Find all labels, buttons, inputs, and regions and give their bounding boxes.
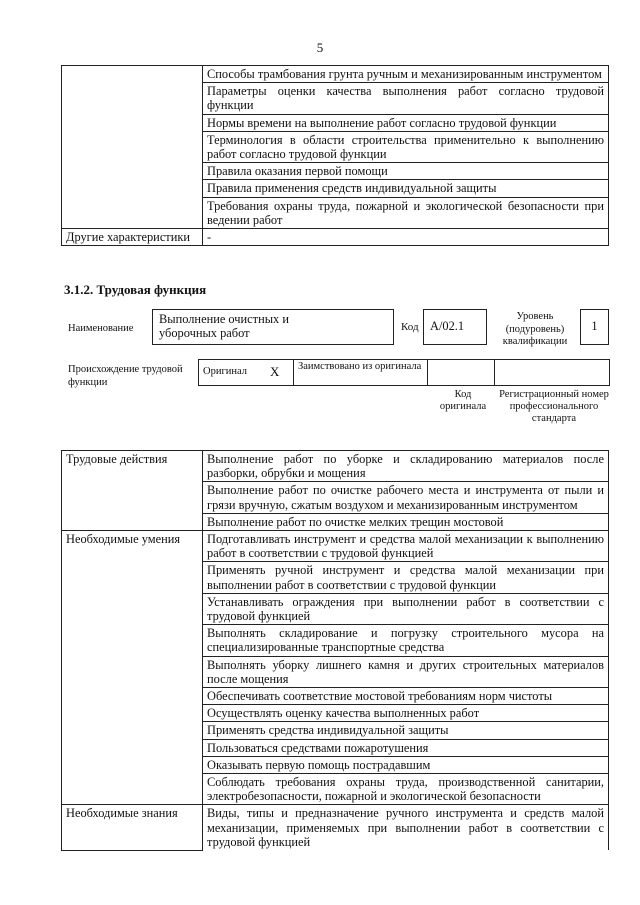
- knowledge-label-cell: [62, 66, 203, 229]
- original-label: Оригинал: [199, 360, 257, 386]
- skill-item: Применять ручной инструмент и средства малой механизации при выполнении работ в соответствии с трудовой функции: [203, 562, 609, 593]
- level-label: Уровень (подуровень) квалификации: [502, 311, 568, 347]
- skill-item: Осуществлять оценку качества выполненных работ: [203, 705, 609, 722]
- name-value: Выполнение очистных и уборочных работ: [159, 312, 289, 340]
- labor-actions-label: Трудовые действия: [62, 451, 203, 531]
- labor-action-item: Выполнение работ по очистке рабочего места и инструмента от пыли и грязи вручную, сжатым воздухом и механизированным инструментом: [203, 482, 609, 513]
- code-label: Код: [401, 321, 419, 333]
- original-mark: X: [257, 360, 294, 386]
- requirements-continuation-table: [61, 65, 609, 246]
- other-characteristics-value: -: [203, 229, 609, 246]
- reg-number-label: Регистрационный номер профессионального стандарта: [499, 389, 609, 424]
- code-original-cell: [428, 360, 495, 386]
- skill-item: Применять средства индивидуальной защиты: [203, 722, 609, 739]
- skills-label: Необходимые умения: [62, 531, 203, 805]
- skill-item: Выполнять уборку лишнего камня и других строительных материалов после мощения: [203, 656, 609, 687]
- knowledge-item: Виды, типы и предназначение ручного инструмента и средств малой механизации, применяемых при выполнении работ в соответствии с трудовой функцией: [203, 805, 609, 850]
- page-number: 5: [316, 40, 324, 55]
- knowledge-label: Необходимые знания: [62, 805, 203, 850]
- knowledge-item: Правила применения средств индивидуальной защиты: [203, 180, 609, 197]
- skill-item: Устанавливать ограждения при выполнении работ в соответствии с трудовой функцией: [203, 593, 609, 624]
- knowledge-item: Требования охраны труда, пожарной и экологической безопасности при ведении работ: [203, 197, 609, 228]
- labor-action-item: Выполнение работ по очистке мелких трещин мостовой: [203, 513, 609, 530]
- labor-function-table: [61, 450, 609, 851]
- name-value-box: [152, 309, 394, 345]
- knowledge-item: Способы трамбования грунта ручным и механизированным инструментом: [203, 66, 609, 83]
- skill-item: Подготавливать инструмент и средства малой механизации к выполнению работ в соответствии с трудовой функцией: [203, 531, 609, 562]
- code-original-label: Код оригинала: [439, 389, 487, 412]
- reg-number-cell: [495, 360, 610, 386]
- section-title: 3.1.2. Трудовая функция: [64, 282, 207, 297]
- knowledge-item: Терминология в области строительства применительно к выполнению работ согласно трудовой функции: [203, 131, 609, 162]
- code-value-box: [423, 309, 487, 345]
- knowledge-item: Параметры оценки качества выполнения работ согласно трудовой функции: [203, 83, 609, 114]
- origin-label: Происхождение трудовой функции: [68, 364, 183, 388]
- other-characteristics-label: Другие характеристики: [62, 229, 203, 246]
- name-label: Наименование: [68, 323, 134, 334]
- level-value-box: [580, 309, 609, 345]
- labor-action-item: Выполнение работ по уборке и складированию материалов после разборки, обрубки и мощения: [203, 451, 609, 482]
- skill-item: Выполнять складирование и погрузку строительного мусора на специализированные транспортные средства: [203, 625, 609, 656]
- skill-item: Пользоваться средствами пожаротушения: [203, 739, 609, 756]
- borrowed-label: Заимствовано из оригинала: [294, 360, 428, 386]
- knowledge-item: Правила оказания первой помощи: [203, 163, 609, 180]
- skill-item: Соблюдать требования охраны труда, производственной санитарии, электробезопасности, пожарной и экологической безопасности: [203, 774, 609, 805]
- origin-table: [198, 359, 610, 386]
- level-value: 1: [591, 319, 598, 333]
- skill-item: Обеспечивать соответствие мостовой требованиям норм чистоты: [203, 688, 609, 705]
- knowledge-item: Нормы времени на выполнение работ согласно трудовой функции: [203, 114, 609, 131]
- skill-item: Оказывать первую помощь пострадавшим: [203, 756, 609, 773]
- code-value: A/02.1: [430, 319, 465, 333]
